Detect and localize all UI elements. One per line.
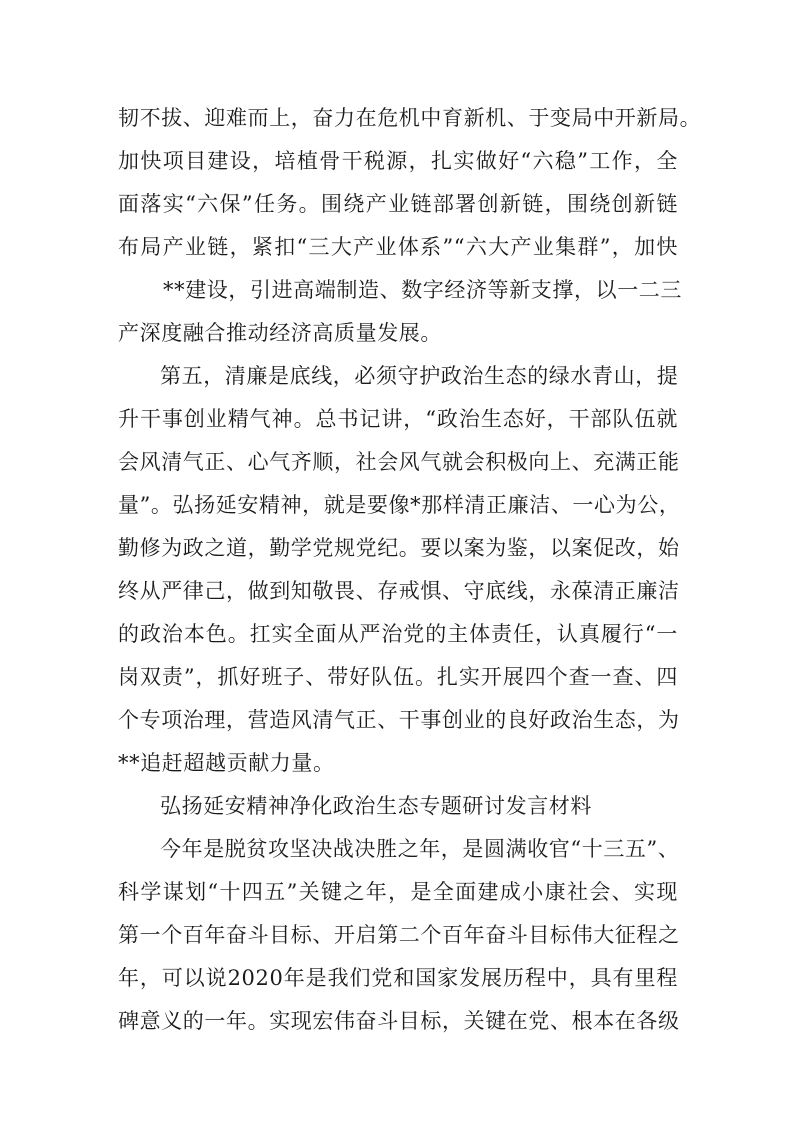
paragraph-start-line: 今年是脱贫攻坚决战决胜之年，是圆满收官“十三五”、 xyxy=(160,837,680,861)
text-line: 科学谋划“十四五”关键之年，是全面建成小康社会、实现 xyxy=(118,880,678,904)
text-line: 碑意义的一年。实现宏伟奋斗目标，关键在党、根本在各级 xyxy=(118,1009,680,1033)
text-line: 加快项目建设，培植骨干税源，扎实做好“六稳”工作，全 xyxy=(118,149,678,173)
text-line: 第一个百年奋斗目标、开启第二个百年奋斗目标伟大征程之 xyxy=(118,923,680,947)
text-line: 会风清气正、心气齐顺，社会风气就会积极向上、充满正能 xyxy=(118,450,680,474)
text-line: 岗双责”，抓好班子、带好队伍。扎实开展四个查一查、四 xyxy=(118,665,678,689)
text-line: **追赶超越贡献力量。 xyxy=(118,751,335,775)
text-line: 布局产业链，紧扣“三大产业体系”“六大产业集群”，加快 xyxy=(118,235,678,259)
text-line: 量”。弘扬延安精神，就是要像*那样清正廉洁、一心为公， xyxy=(118,493,681,517)
section-title: 弘扬延安精神净化政治生态专题研讨发言材料 xyxy=(160,794,592,818)
paragraph-start-line: 第五，清廉是底线，必须守护政治生态的绿水青山，提 xyxy=(160,364,679,388)
text-line: 勤修为政之道，勤学党规党纪。要以案为鉴，以案促改，始 xyxy=(118,536,680,560)
text-line: 个专项治理，营造风清气正、干事创业的良好政治生态，为 xyxy=(118,708,680,732)
text-line: 终从严律己，做到知敬畏、存戒惧、守底线，永葆清正廉洁 xyxy=(118,579,680,603)
text-line: 面落实“六保”任务。围绕产业链部署创新链，围绕创新链 xyxy=(118,192,678,216)
text-line: 升干事创业精气神。总书记讲，“政治生态好，干部队伍就 xyxy=(118,407,678,431)
text-line: **建设，引进高端制造、数字经济等新支撑，以一二三 xyxy=(163,278,682,302)
text-line: 韧不拔、迎难而上，奋力在危机中育新机、于变局中开新局。 xyxy=(118,106,702,130)
text-line: 年，可以说2020年是我们党和国家发展历程中，具有里程 xyxy=(118,966,678,990)
text-line: 的政治本色。扛实全面从严治党的主体责任，认真履行“一 xyxy=(118,622,678,646)
text-line: 产深度融合推动经济高质量发展。 xyxy=(118,321,442,345)
